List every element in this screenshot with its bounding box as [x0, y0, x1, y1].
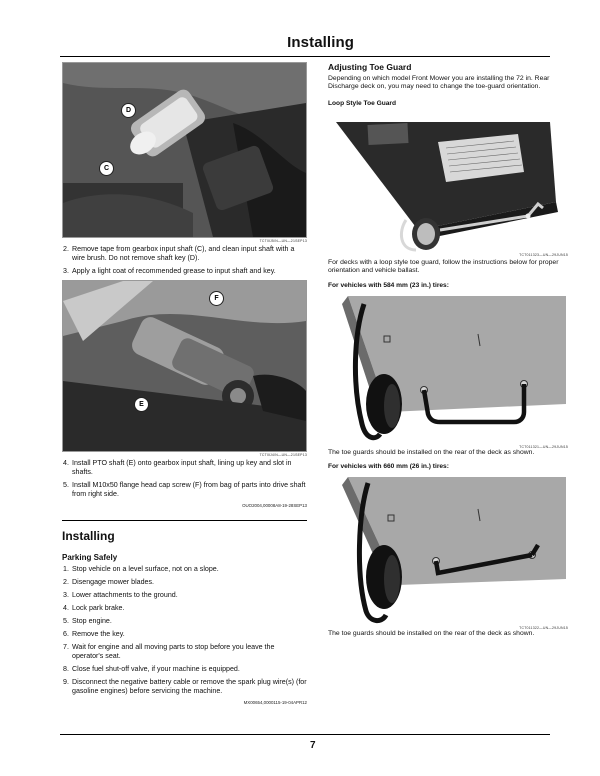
list-item: 8. Close fuel shut-off valve, if your machine is equipped. — [63, 665, 240, 673]
pto-shaft-photo — [62, 280, 307, 452]
toe-guard-26in-illustration — [328, 475, 566, 625]
list-item: 6. Remove the key. — [63, 630, 125, 638]
reference-code: MX00654,0000115-19-04APR12 — [243, 700, 307, 705]
right-column — [328, 62, 568, 638]
parking-safely-title: Parking Safely — [62, 553, 118, 562]
list-item: 4. Install PTO shaft (E) onto gearbox input shaft, lining up key and slot in shafts. — [63, 459, 292, 476]
callout-e: E — [134, 397, 149, 412]
list-item: 2. Remove tape from gearbox input shaft (C), and clean input shaft with a wire brush. Do not remove shaft key (D). — [63, 245, 295, 262]
figure-code: TCT011322—UN—29JUN15 — [519, 626, 568, 631]
gearbox-shaft-photo — [62, 62, 307, 238]
page-number: 7 — [310, 740, 316, 751]
list-item: 5. Install M10x50 flange head cap screw (F) from bag of parts into drive shaft from right side. — [63, 481, 306, 498]
loop-paragraph: For decks with a loop style toe guard, follow the instructions below for proper orientation and vehicle ballast. — [328, 258, 559, 275]
loop-style-title: Loop Style Toe Guard — [328, 99, 397, 107]
list-item: 9. Disconnect the negative battery cable or remove the spark plug wire(s) (for gasoline engines) before servicing the machine. — [63, 678, 307, 695]
reference-code: OUO2004,00008A8-19-28SEP13 — [242, 503, 307, 508]
intro-paragraph: Depending on which model Front Mower you are installing the 72 in. Rear Discharge deck on, you may need to change the toe-guard orientation. — [328, 75, 550, 91]
figure-code: TCT011321—UN—29JUN15 — [519, 444, 568, 449]
list-item: 7. Wait for engine and all moving parts to stop before you leave the operator's seat. — [63, 643, 275, 660]
toe-guard-23in-illustration — [328, 294, 566, 444]
callout-d: D — [121, 103, 136, 118]
adjusting-toe-guard-title: Adjusting Toe Guard — [328, 62, 412, 72]
parking-steps-list — [62, 565, 307, 696]
list-item: 4. Lock park brake. — [63, 604, 125, 612]
figure-code: TCT0Ĳ4/N—UN—21SEP13 — [259, 453, 307, 457]
tires-26-title: For vehicles with 660 mm (26 in.) tires: — [328, 463, 449, 471]
page-footer-rule — [60, 734, 550, 735]
tires-23-paragraph: The toe guards should be installed on the rear of the deck as shown. — [328, 448, 535, 456]
list-item: 2. Disengage mower blades. — [63, 578, 155, 586]
section-title: Installing — [62, 520, 307, 543]
gearbox-shaft-illustration — [63, 63, 306, 237]
steps-list-a — [62, 245, 307, 276]
figure-code: TCT011323—UN—29JUN15 — [519, 252, 568, 257]
callout-f: F — [209, 291, 224, 306]
pto-shaft-illustration — [63, 281, 306, 451]
list-item: 3. Lower attachments to the ground. — [63, 591, 178, 599]
left-column — [62, 62, 307, 705]
page-header — [60, 26, 550, 57]
list-item: 3. Apply a light coat of recommended grease to input shaft and key. — [63, 267, 276, 275]
callout-c: C — [99, 161, 114, 176]
list-item: 5. Stop engine. — [63, 617, 112, 625]
figure-code: TCT0Ĳ5/N—UN—21SEP13 — [259, 239, 307, 243]
steps-list-b — [62, 459, 307, 499]
tires-26-paragraph: The toe guards should be installed on the rear of the deck as shown. — [328, 630, 535, 638]
tires-23-title: For vehicles with 584 mm (23 in.) tires: — [328, 281, 449, 289]
list-item: 1. Stop vehicle on a level surface, not on a slope. — [63, 565, 219, 573]
deck-toe-guard-illustration — [328, 112, 566, 252]
page-title: Installing — [287, 34, 354, 51]
